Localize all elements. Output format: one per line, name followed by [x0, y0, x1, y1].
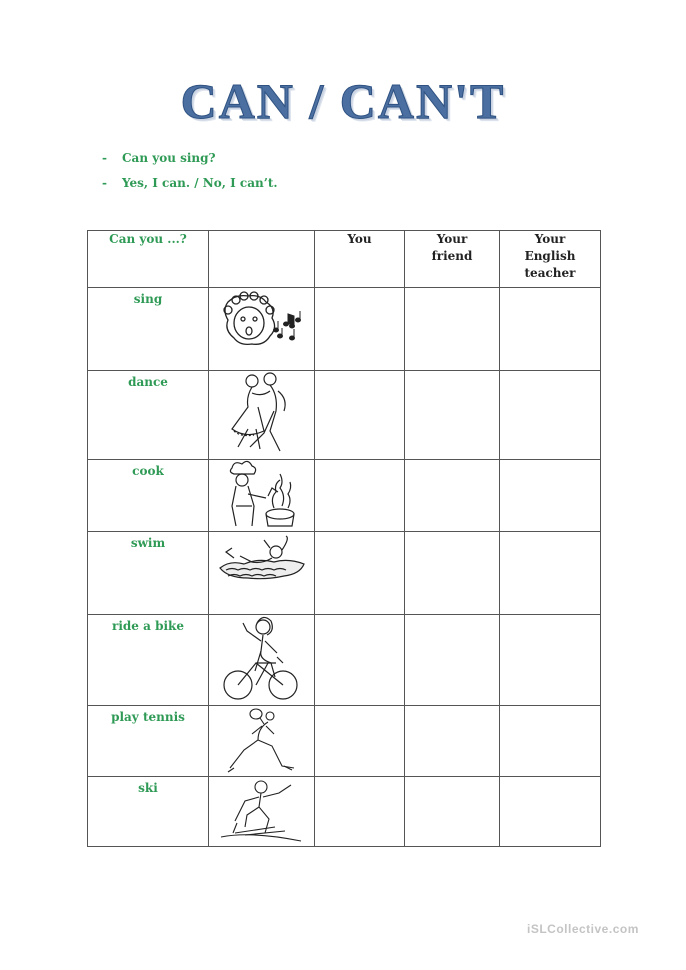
- activity-label: ski: [88, 777, 209, 847]
- dialog-text: Can you sing?: [122, 151, 216, 165]
- answer-cell-teacher[interactable]: [500, 615, 601, 706]
- chef-cooking-icon: [209, 460, 315, 532]
- answer-cell-teacher[interactable]: [500, 288, 601, 371]
- skier-icon: [209, 777, 315, 847]
- header-you: You: [315, 231, 405, 288]
- answer-cell-friend[interactable]: [405, 777, 500, 847]
- dancing-couple-icon: [209, 371, 315, 460]
- table-row: [88, 706, 601, 777]
- table-row: [88, 615, 601, 706]
- dialog-text: Yes, I can. / No, I can’t.: [122, 176, 278, 190]
- answer-cell-you[interactable]: [315, 371, 405, 460]
- activity-label: dance: [88, 371, 209, 460]
- header-your-english-teacher: Your English teacher: [500, 231, 601, 288]
- singing-person-icon: [209, 288, 315, 371]
- answer-cell-friend[interactable]: [405, 288, 500, 371]
- answer-cell-friend[interactable]: [405, 460, 500, 532]
- page-title: CAN / CAN'T: [180, 73, 506, 129]
- answer-cell-friend[interactable]: [405, 706, 500, 777]
- answer-cell-you[interactable]: [315, 288, 405, 371]
- header-your-friend: Your friend: [405, 231, 500, 288]
- tennis-player-icon: [209, 706, 315, 777]
- dialog-line-question: [102, 151, 216, 165]
- activity-label: cook: [88, 460, 209, 532]
- table-row: [88, 460, 601, 532]
- answer-cell-teacher[interactable]: [500, 371, 601, 460]
- answer-cell-you[interactable]: [315, 460, 405, 532]
- dialog-dash: -: [102, 151, 107, 165]
- answer-cell-you[interactable]: [315, 615, 405, 706]
- answer-cell-friend[interactable]: [405, 532, 500, 615]
- answer-cell-friend[interactable]: [405, 615, 500, 706]
- table-row: [88, 532, 601, 615]
- answer-cell-teacher[interactable]: [500, 532, 601, 615]
- swimmer-icon: [209, 532, 315, 615]
- can-cant-table: [87, 230, 601, 847]
- table-row: [88, 777, 601, 847]
- activity-label: sing: [88, 288, 209, 371]
- answer-cell-you[interactable]: [315, 532, 405, 615]
- activity-label: ride a bike: [88, 615, 209, 706]
- table-header-row: [88, 231, 601, 288]
- header-can-you: Can you ...?: [88, 231, 209, 288]
- answer-cell-teacher[interactable]: [500, 460, 601, 532]
- answer-cell-you[interactable]: [315, 706, 405, 777]
- table-row: [88, 288, 601, 371]
- activity-label: swim: [88, 532, 209, 615]
- answer-cell-teacher[interactable]: [500, 777, 601, 847]
- answer-cell-you[interactable]: [315, 777, 405, 847]
- table-row: [88, 371, 601, 460]
- dialog-line-answer: [102, 176, 278, 190]
- activity-label: play tennis: [88, 706, 209, 777]
- dialog-dash: -: [102, 176, 107, 190]
- answer-cell-teacher[interactable]: [500, 706, 601, 777]
- watermark: iSLCollective.com: [527, 922, 639, 936]
- header-picture: [209, 231, 315, 288]
- answer-cell-friend[interactable]: [405, 371, 500, 460]
- girl-riding-bike-icon: [209, 615, 315, 706]
